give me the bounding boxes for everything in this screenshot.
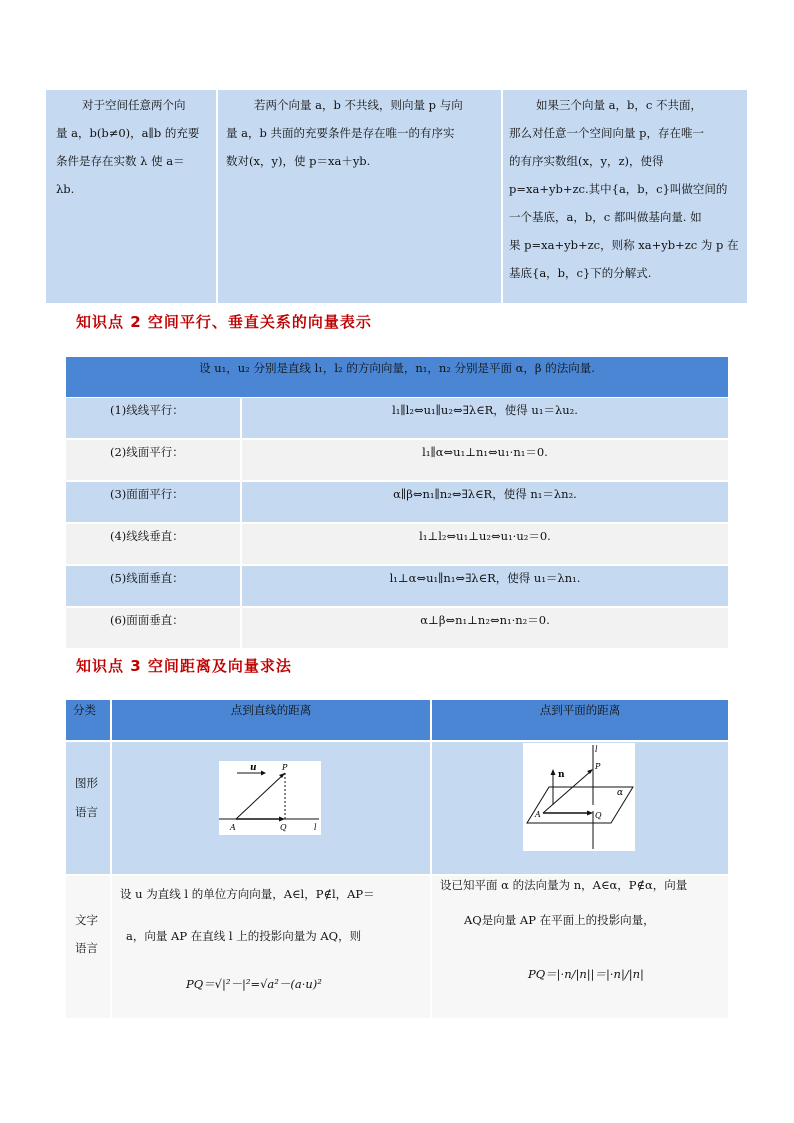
fig2-a-label: A [535, 810, 541, 819]
top-col3-line1: 如果三个向量 a，b，c 不共面， [536, 98, 702, 112]
top-col3-line7: 基底{a，b，c}下的分解式. [509, 266, 652, 280]
s3-text1-line1: 设 u 为直线 l 的单位方向向量，A∈l，P∉l，AP＝ [120, 887, 375, 901]
section2-title: 知识点 2 空间平行、垂直关系的向量表示 [76, 313, 372, 331]
s2-row2-formula: l₁∥α⇔u₁⊥n₁⇔u₁·n₁＝0. [422, 445, 548, 459]
fig1-a-label: A [230, 823, 236, 832]
fig2-n-label: n [558, 770, 565, 780]
fig1-l-label: l [314, 823, 317, 832]
top-col3-line4: p=xa+yb+zc.其中{a，b，c}叫做空间的 [509, 182, 728, 196]
s3-header-category: 分类 [73, 703, 96, 717]
s2-row2-label: (2)线面平行： [110, 445, 184, 459]
s3-graphic-label-line2: 语言 [75, 805, 98, 819]
top-col1-line1: 对于空间任意两个向 [82, 98, 186, 112]
s3-text2-line1: 设已知平面 α 的法向量为 n，A∈α，P∉α，向量 [440, 878, 688, 892]
top-col1-line2: 量 a，b(b≠0)，a∥b 的充要 [56, 126, 200, 140]
section2-header [66, 357, 728, 397]
top-col2-line2: 量 a，b 共面的充要条件是存在唯一的有序实 [226, 126, 455, 140]
fig2-p-label: P [595, 762, 601, 771]
s2-row1-formula: l₁∥l₂⇔u₁∥u₂⇔∃λ∈R，使得 u₁＝λu₂. [392, 403, 578, 417]
top-col1-line4: λb. [56, 182, 75, 196]
top-col2-line3: 数对(x，y)，使 p＝xa＋yb. [226, 154, 371, 168]
fig1-q-label: Q [280, 823, 287, 832]
s2-row6-formula: α⊥β⇔n₁⊥n₂⇔n₁·n₂＝0. [420, 613, 550, 627]
s3-header-col1: 点到直线的距离 [230, 703, 312, 717]
top-col2-line1: 若两个向量 a，b 不共线，则向量 p 与向 [254, 98, 463, 112]
s2-row3-formula: α∥β⇔n₁∥n₂⇔∃λ∈R，使得 n₁＝λn₂. [393, 487, 577, 501]
fig2-l-label: l [595, 745, 598, 754]
s3-text-label-line1: 文字 [75, 913, 98, 927]
s3-text2-line3: PQ＝|·n/|n||＝|·n|/|n| [528, 967, 644, 981]
point-to-line-figure [219, 761, 321, 835]
section2-header-text: 设 u₁，u₂ 分别是直线 l₁，l₂ 的方向向量，n₁，n₂ 分别是平面 α，β 的法向量. [199, 361, 595, 375]
top-col3-line5: 一个基底，a，b，c 都叫做基向量. 如 [509, 210, 702, 224]
top-col3-line2: 那么对任意一个空间向量 p，存在唯一 [509, 126, 705, 140]
s3-text1-line3: PQ＝√|²－|²=√a²－(a·u)² [186, 977, 322, 991]
fig2-q-label: Q [595, 811, 602, 820]
section3-title: 知识点 3 空间距离及向量求法 [76, 657, 292, 675]
s2-row4-label: (4)线线垂直： [110, 529, 184, 543]
top-col3-line6: 果 p=xa+yb+zc，则称 xa+yb+zc 为 p 在 [509, 238, 739, 252]
fig1-p-label: P [282, 763, 288, 772]
s2-row6-label: (6)面面垂直： [110, 613, 184, 627]
s2-row4-formula: l₁⊥l₂⇔u₁⊥u₂⇔u₁·u₂＝0. [419, 529, 551, 543]
s3-graphic-label-line1: 图形 [75, 776, 98, 790]
fig1-u-label: u [250, 763, 257, 773]
s3-text-col2-bg [432, 876, 728, 1018]
s3-text2-line2: AQ是向量 AP 在平面上的投影向量， [464, 913, 655, 927]
top-col1-line3: 条件是存在实数 λ 使 a＝ [56, 154, 185, 168]
s2-row1-label: (1)线线平行： [110, 403, 184, 417]
s3-text1-line2: a，向量 AP 在直线 l 上的投影向量为 AQ，则 [126, 929, 362, 943]
top-col3-line3: 的有序实数组(x，y，z)，使得 [509, 154, 664, 168]
s2-row5-formula: l₁⊥α⇔u₁∥n₁⇔∃λ∈R，使得 u₁＝λn₁. [389, 571, 581, 585]
s2-row3-label: (3)面面平行： [110, 487, 184, 501]
point-to-plane-figure [523, 743, 635, 851]
s2-row5-label: (5)线面垂直： [110, 571, 184, 585]
s3-text-label-line2: 语言 [75, 941, 98, 955]
s3-header-col2: 点到平面的距离 [539, 703, 621, 717]
fig2-alpha-label: α [617, 788, 624, 798]
